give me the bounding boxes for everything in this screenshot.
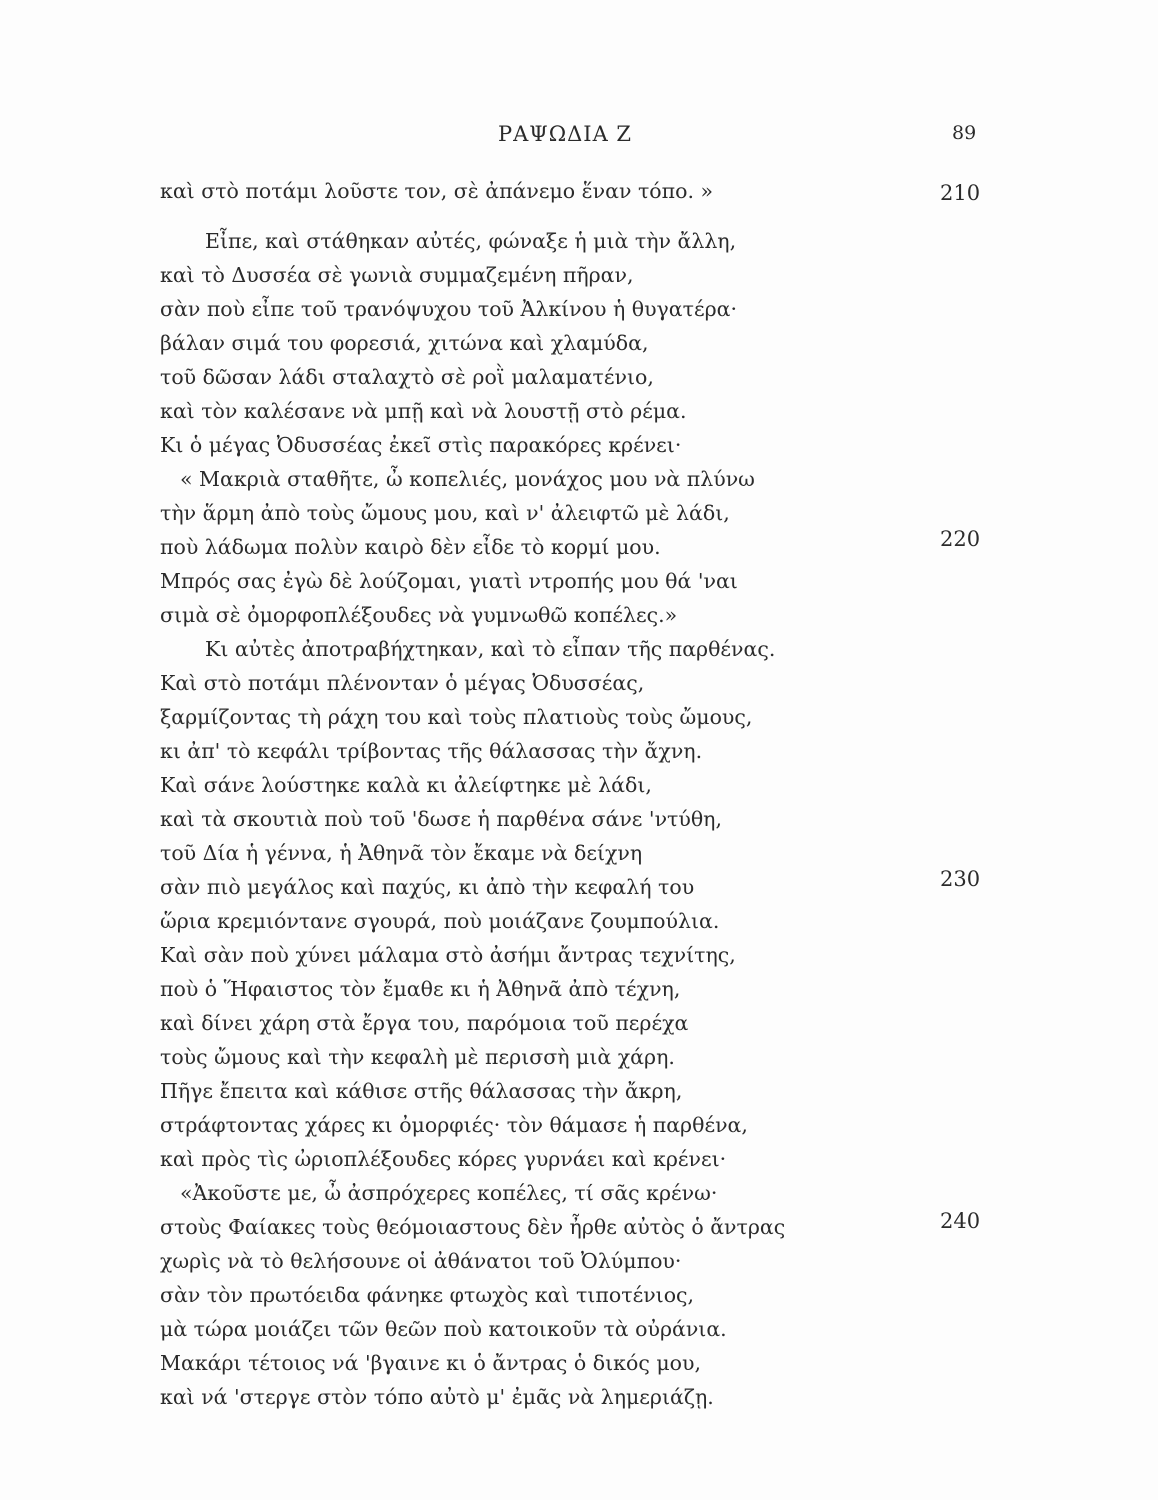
verse-line: σὰν ποὺ εἶπε τοῦ τρανόψυχου τοῦ Ἀλκίνου ἡ θυγατέρα· [160,297,738,321]
verse-line: Καὶ σὰν ποὺ χύνει μάλαμα στὸ ἀσήμι ἄντρας τεχνίτης, [160,943,736,967]
verse-line: τοῦ Δία ἡ γέννα, ἡ Ἀθηνᾶ τὸν ἔκαμε νὰ δείχνη [160,841,643,865]
verse-line: σὰν τὸν πρωτόειδα φάνηκε φτωχὸς καὶ τιποτένιος, [160,1283,695,1307]
verse-line: χωρὶς νὰ τὸ θελήσουνε οἱ ἀθάνατοι τοῦ Ὀλύμπου· [160,1249,682,1273]
verse-line: στράφτοντας χάρες κι ὀμορφιές· τὸν θάμασε ἡ παρθένα, [160,1113,748,1137]
line-number: 230 [940,867,981,891]
verse-line: καὶ πρὸς τὶς ὠριοπλέξουδες κόρες γυρνάει καὶ κρένει· [160,1147,727,1171]
chapter-title: ΡΑΨΩΔΙΑ Ζ [498,122,633,146]
verse-line: ποὺ ὁ Ἥφαιστος τὸν ἔμαθε κι ἡ Ἀθηνᾶ ἀπὸ τέχνη, [160,977,681,1001]
verse-line: Μπρός σας ἐγὼ δὲ λούζομαι, γιατὶ ντροπής μου θά 'ναι [160,569,738,593]
verse-line: Καὶ σάνε λούστηκε καλὰ κι ἀλείφτηκε μὲ λάδι, [160,773,652,797]
verse-line: τοῦ δῶσαν λάδι σταλαχτὸ σὲ ροῒ μαλαματένιο, [160,365,654,389]
verse-line: μὰ τώρα μοιάζει τῶν θεῶν ποὺ κατοικοῦν τὰ οὐράνια. [160,1317,727,1341]
verse-line: Εἶπε, καὶ στάθηκαν αὐτές, φώναξε ἡ μιὰ τὴν ἄλλη, [205,229,737,253]
line-number: 240 [940,1209,981,1233]
verse-line: καὶ δίνει χάρη στὰ ἔργα του, παρόμοια τοῦ περέχα [160,1011,689,1035]
verse-line: Μακάρι τέτοιος νά 'βγαινε κι ὁ ἄντρας ὁ δικός μου, [160,1351,701,1375]
verse-line: κι ἀπ' τὸ κεφάλι τρίβοντας τῆς θάλασσας τὴν ἄχνη. [160,739,703,763]
verse-line: σὰν πιὸ μεγάλος καὶ παχύς, κι ἀπὸ τὴν κεφαλή του [160,875,695,899]
verse-line: στοὺς Φαίακες τοὺς θεόμοιαστους δὲν ἦρθε αὐτὸς ὁ ἄντρας [160,1215,786,1239]
verse-line: τὴν ἅρμη ἀπὸ τοὺς ὤμους μου, καὶ ν' ἀλειφτῶ μὲ λάδι, [160,501,730,525]
page-number: 89 [952,122,977,144]
verse-line: βάλαν σιμά του φορεσιά, χιτώνα καὶ χλαμύδα, [160,331,649,355]
verse-line: ποὺ λάδωμα πολὺν καιρὸ δὲν εἶδε τὸ κορμί μου. [160,535,661,559]
verse-line: Κι αὐτὲς ἀποτραβήχτηκαν, καὶ τὸ εἶπαν τῆς παρθένας. [205,637,776,661]
verse-line: «Ἀκοῦστε με, ὦ ἀσπρόχερες κοπέλες, τί σᾶς κρένω· [180,1181,718,1205]
verse-line: καὶ νά 'στεργε στὸν τόπο αὐτὸ μ' ἐμᾶς νὰ λημεριάζῃ. [160,1385,714,1409]
verse-line: ὥρια κρεμιόντανε σγουρά, ποὺ μοιάζανε ζουμπούλια. [160,909,720,933]
verse-line: ξαρμίζοντας τὴ ράχη του καὶ τοὺς πλατιοὺς τοὺς ὤμους, [160,705,753,729]
line-number: 210 [940,181,981,205]
verse-line: καὶ τὰ σκουτιὰ ποὺ τοῦ 'δωσε ἡ παρθένα σάνε 'ντύθη, [160,807,722,831]
verse-line: καὶ τὸν καλέσανε νὰ μπῇ καὶ νὰ λουστῇ στὸ ρέμα. [160,399,687,423]
verse-line: Πῆγε ἔπειτα καὶ κάθισε στῆς θάλασσας τὴν ἄκρη, [160,1079,683,1103]
verse-line: « Μακριὰ σταθῆτε, ὦ κοπελιές, μονάχος μου νὰ πλύνω [180,467,755,491]
verse-line: σιμὰ σὲ ὀμορφοπλέξουδες νὰ γυμνωθῶ κοπέλες.» [160,603,678,627]
verse-line: τοὺς ὤμους καὶ τὴν κεφαλὴ μὲ περισσὴ μιὰ χάρη. [160,1045,675,1069]
verse-line: Κι ὁ μέγας Ὀδυσσέας ἐκεῖ στὶς παρακόρες κρένει· [160,433,682,457]
verse-line: καὶ στὸ ποτάμι λοῦστε τον, σὲ ἀπάνεμο ἕναν τόπο. » [160,179,714,203]
running-header [0,122,1158,152]
verse-line: καὶ τὸ Δυσσέα σὲ γωνιὰ συμμαζεμένη πῆραν, [160,263,634,287]
line-number: 220 [940,527,981,551]
verse-line: Καὶ στὸ ποτάμι πλένονταν ὁ μέγας Ὀδυσσέας, [160,671,645,695]
